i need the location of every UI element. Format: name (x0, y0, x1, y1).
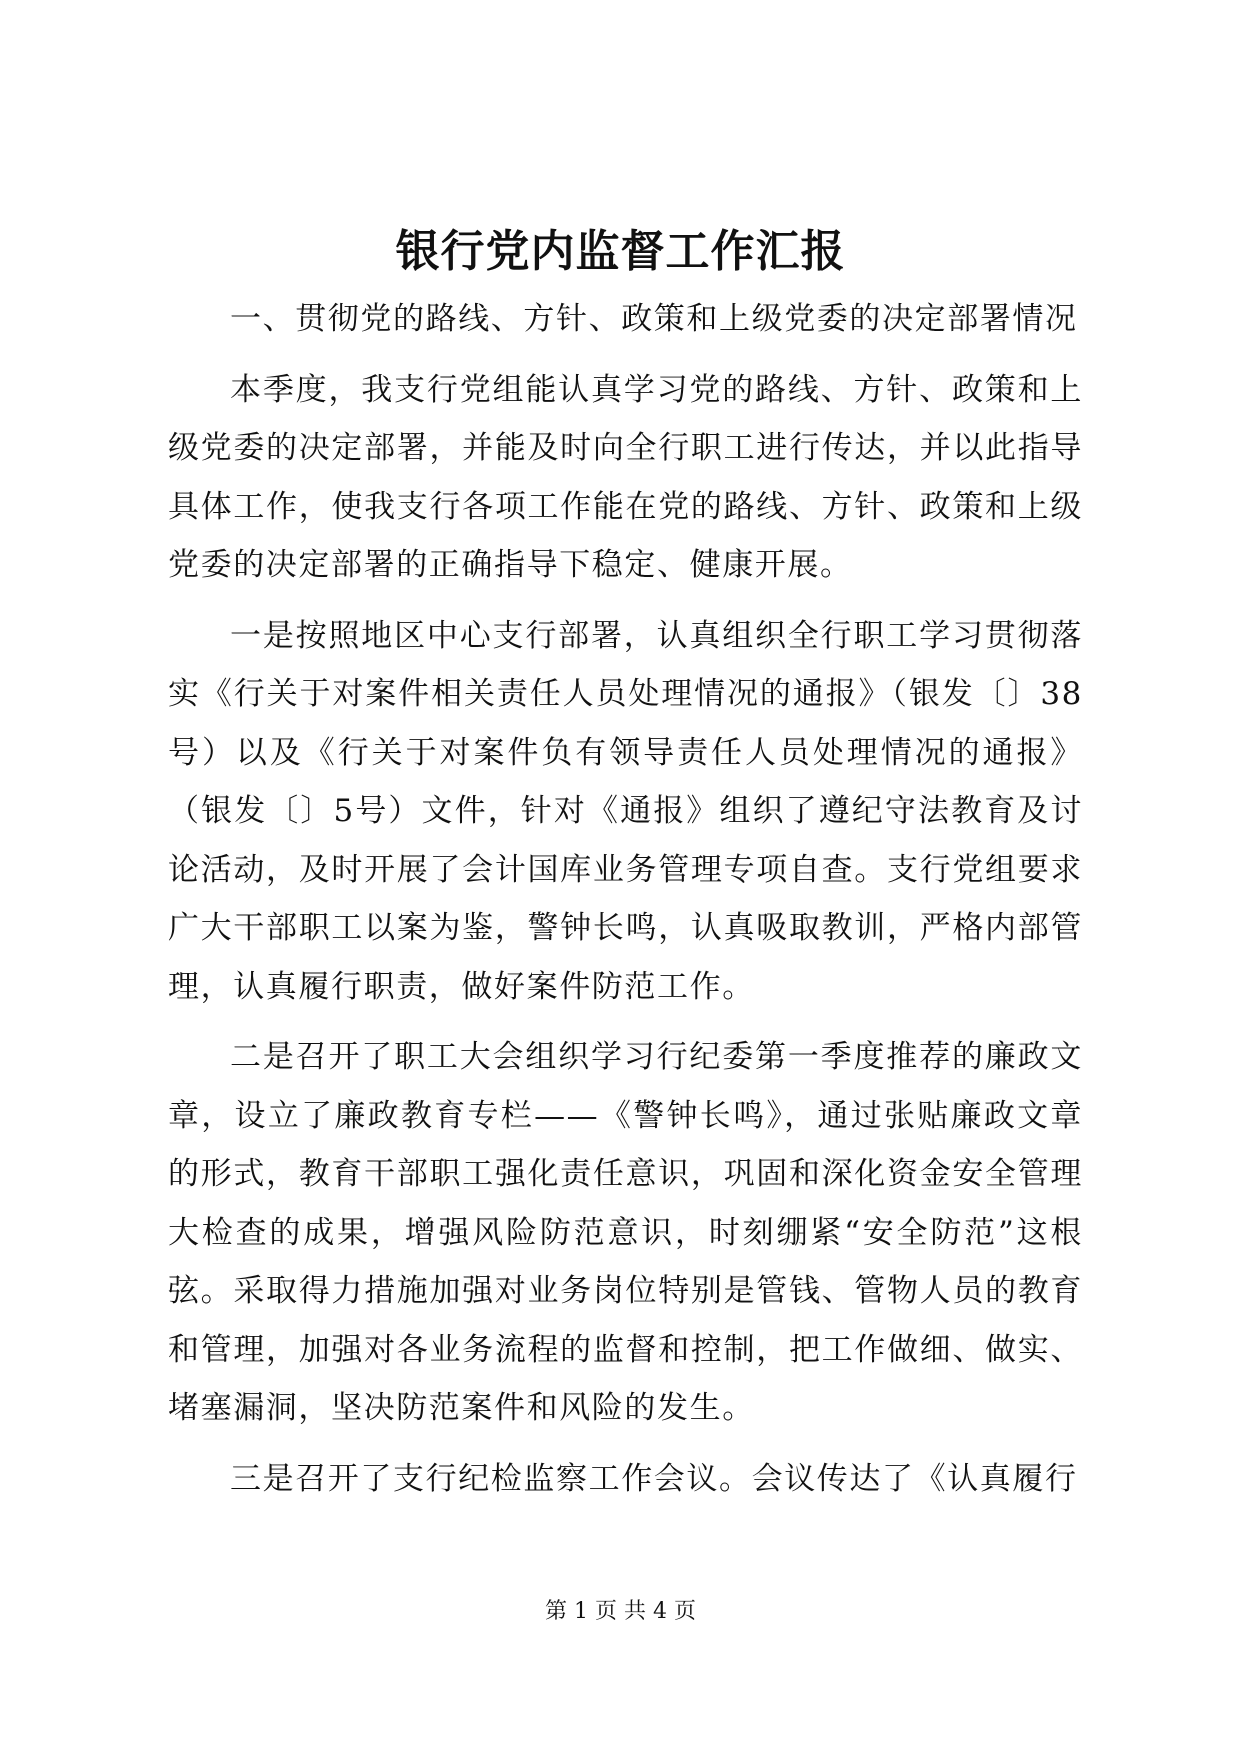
paragraph: 一是按照地区中心支行部署，认真组织全行职工学习贯彻落实《行关于对案件相关责任人员处理情况的通报》（银发〔〕38号）以及《行关于对案件负有领导责任人员处理情况的通报》（银发〔〕5号）文件，针对《通报》组织了遵纪守法教育及讨论活动，及时开展了会计国库业务管理专项自查。支行党组要求广大干部职工以案为鉴，警钟长鸣，认真吸取教训，严格内部管理，认真履行职责，做好案件防范工作。 (168, 617, 1083, 1005)
document-title: 银行党内监督工作汇报 (395, 226, 846, 277)
paragraph: 三是召开了支行纪检监察工作会议。会议传达了《认真履行 (230, 1460, 1078, 1497)
document-body (168, 290, 1083, 1508)
section-heading: 一、贯彻党的路线、方针、政策和上级党委的决定部署情况 (230, 301, 1078, 337)
page-footer: 第 1 页 共 4 页 (545, 1599, 696, 1624)
paragraph: 二是召开了职工大会组织学习行纪委第一季度推荐的廉政文章，设立了廉政教育专栏——《警钟长鸣》，通过张贴廉政文章的形式，教育干部职工强化责任意识，巩固和深化资金安全管理大检查的成果，增强风险防范意识，时刻绷紧“安全防范”这根弦。采取得力措施加强对业务岗位特别是管钱、管物人员的教育和管理，加强对各业务流程的监督和控制，把工作做细、做实、堵塞漏洞，坚决防范案件和风险的发生。 (168, 1039, 1083, 1426)
paragraph: 本季度，我支行党组能认真学习党的路线、方针、政策和上级党委的决定部署，并能及时向全行职工进行传达，并以此指导具体工作，使我支行各项工作能在党的路线、方针、政策和上级党委的决定部署的正确指导下稳定、健康开展。 (168, 371, 1083, 583)
